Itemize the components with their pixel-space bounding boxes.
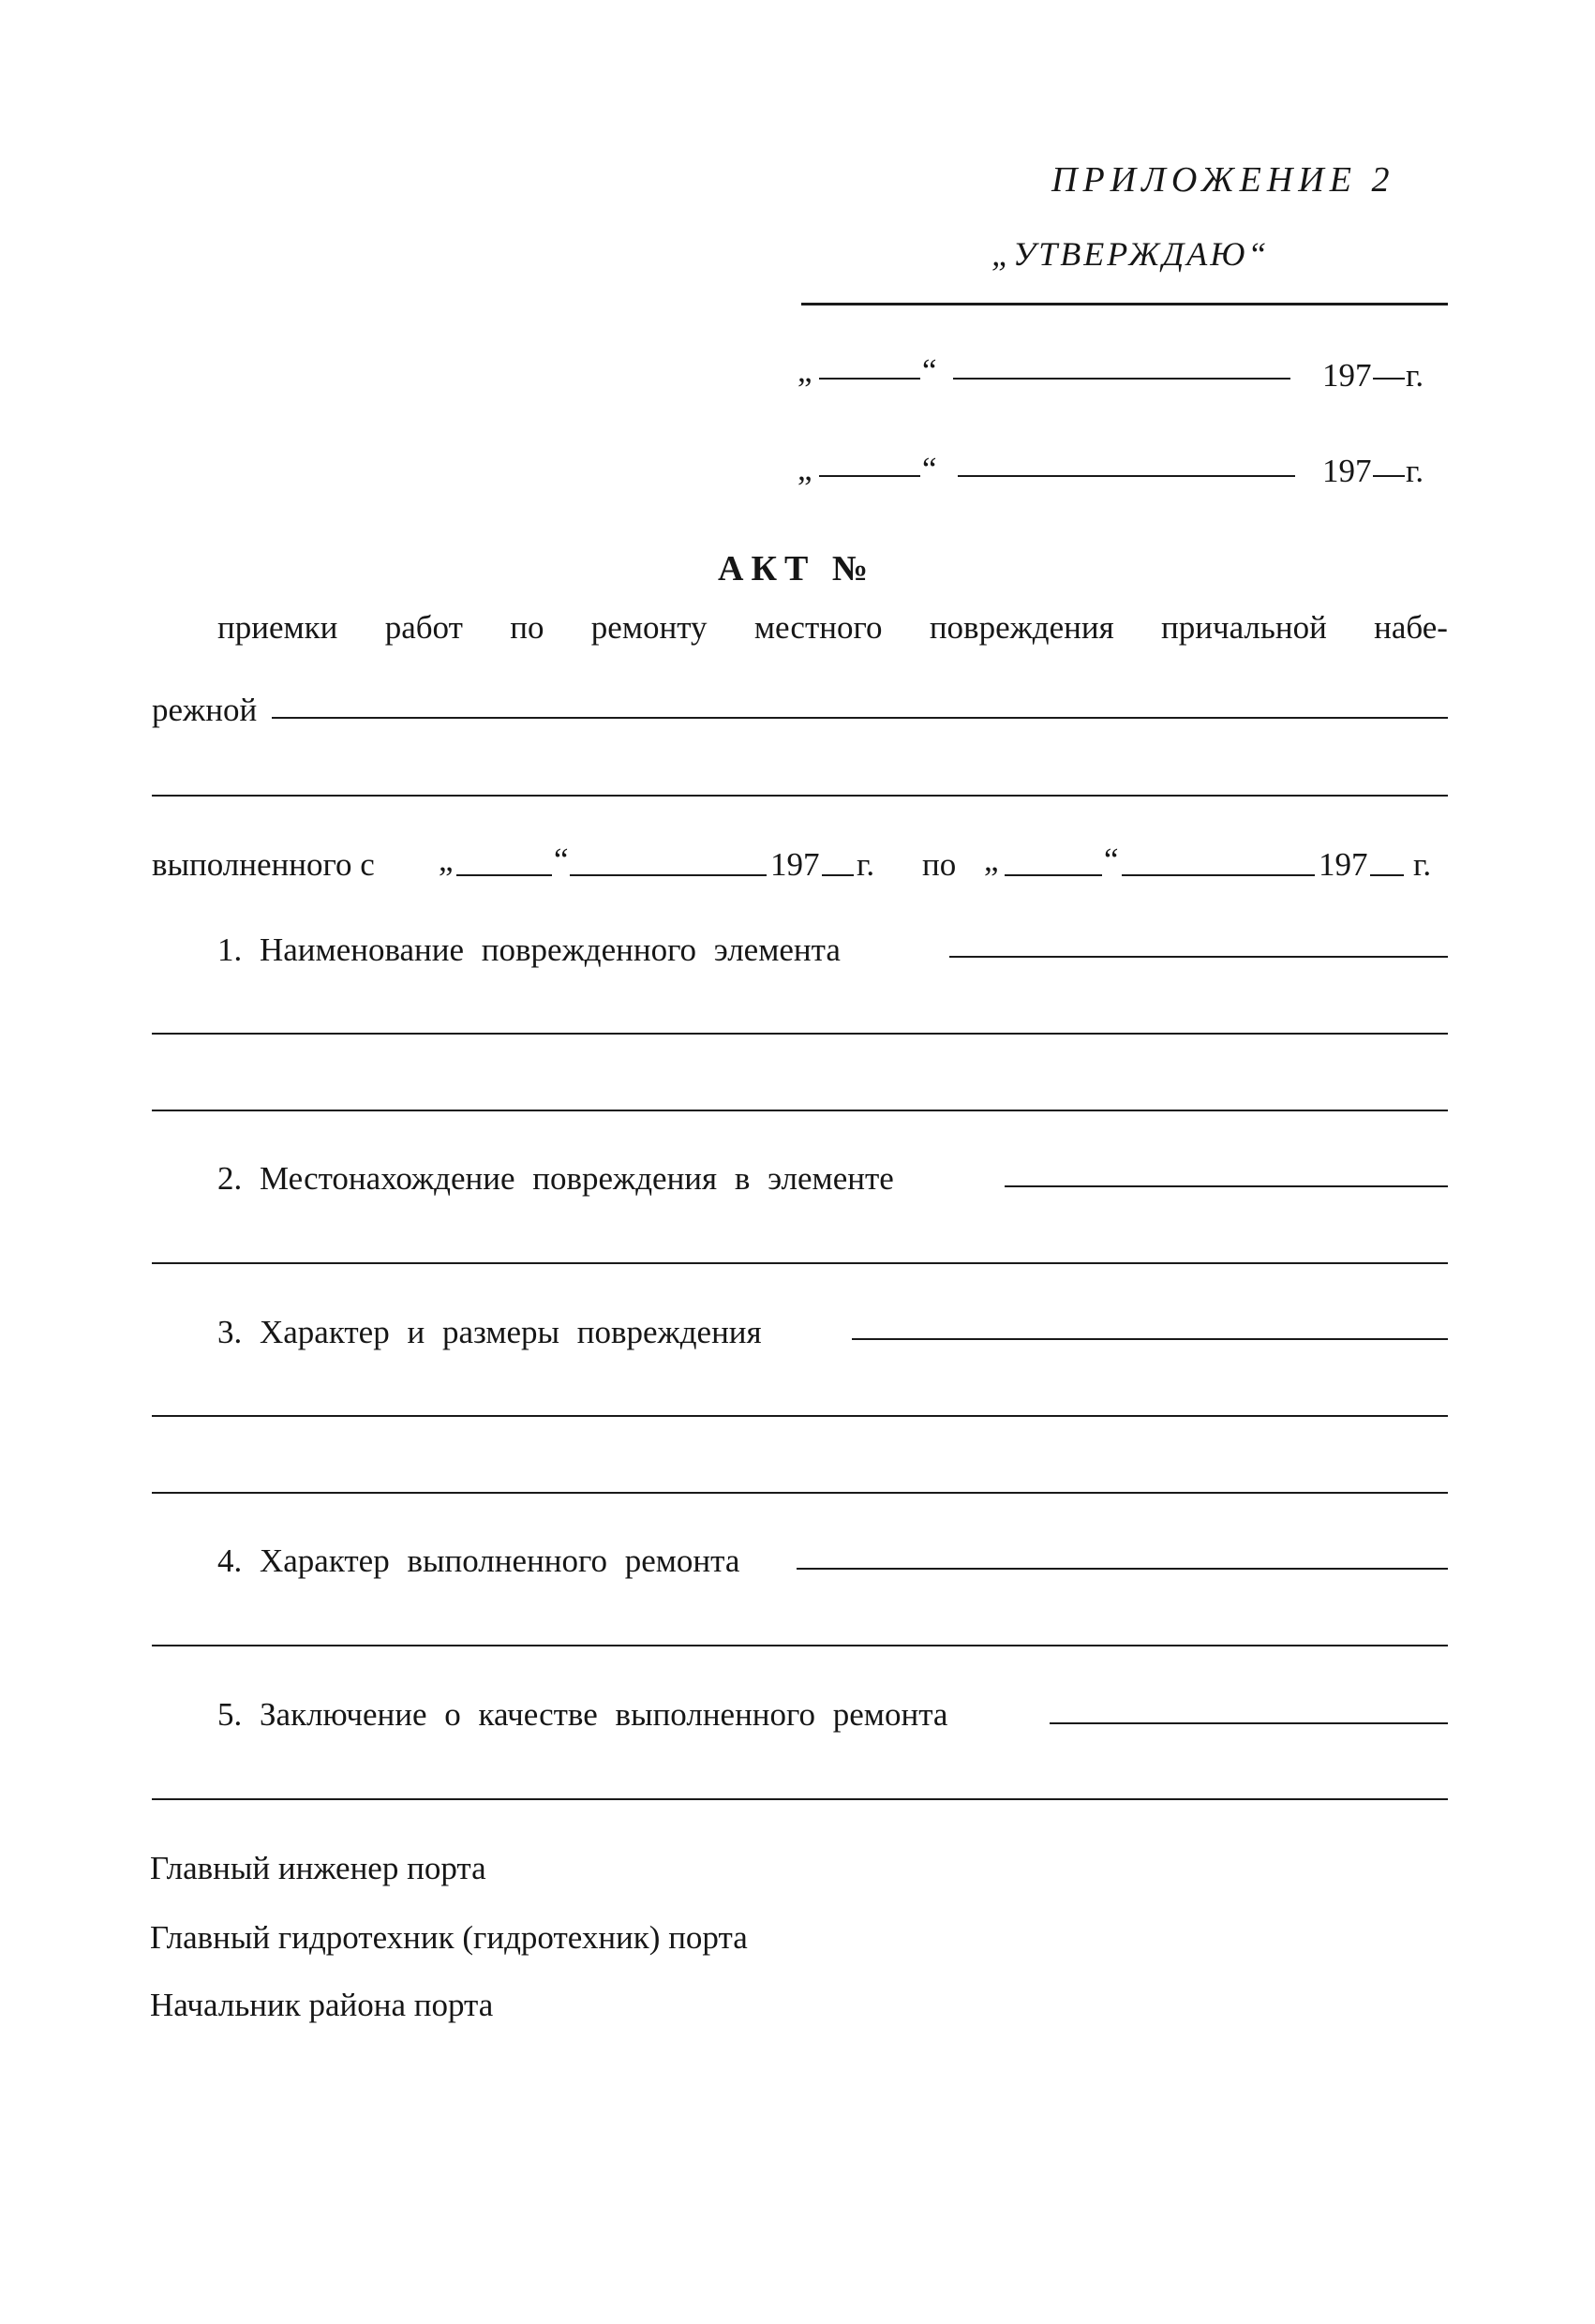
- approve-label: „УТВЕРЖДАЮ“: [991, 235, 1270, 273]
- item-4-field[interactable]: [797, 1568, 1448, 1570]
- item-1-label: 1. Наименование поврежденного элемента: [217, 931, 841, 968]
- period-from-open-quote: „: [439, 842, 454, 878]
- period-from-year: 197: [770, 846, 820, 883]
- date2-year-field[interactable]: [1373, 475, 1405, 477]
- period-prefix: выполненного с: [152, 846, 375, 883]
- item-1-field-2[interactable]: [152, 1033, 1448, 1035]
- intro-word: приемки: [217, 609, 338, 646]
- item-3-field[interactable]: [852, 1338, 1448, 1340]
- item-5-field[interactable]: [1050, 1722, 1448, 1724]
- date1-close-quote: “: [922, 352, 937, 389]
- item-2-field[interactable]: [1005, 1185, 1448, 1187]
- act-intro-line1: [217, 611, 1448, 644]
- item-2-label: 2. Местонахождение повреждения в элементе: [217, 1160, 894, 1197]
- date1-month-field[interactable]: [953, 378, 1290, 380]
- signature-chief-hydraulic-engineer: Главный гидротехник (гидротехник) порта: [150, 1919, 748, 1956]
- date2-close-quote: “: [922, 451, 937, 487]
- period-to-month-field[interactable]: [1122, 874, 1315, 876]
- date1-year: 197: [1322, 357, 1372, 394]
- item-3-label: 3. Характер и размеры повреждения: [217, 1314, 762, 1350]
- date2-month-field[interactable]: [958, 475, 1295, 477]
- appendix-label: ПРИЛОЖЕНИЕ 2: [1051, 160, 1395, 200]
- date2-year-suffix: г.: [1406, 453, 1424, 489]
- intro-word: набе-: [1374, 609, 1448, 646]
- signature-district-head: Начальник района порта: [150, 1987, 494, 2023]
- period-to-year: 197: [1319, 846, 1368, 883]
- item-1-field-3[interactable]: [152, 1110, 1448, 1111]
- period-from-close-quote: “: [554, 842, 569, 878]
- intro-word: ремонту: [590, 609, 708, 646]
- period-to-year-field[interactable]: [1370, 874, 1404, 876]
- period-from-year-field[interactable]: [822, 874, 854, 876]
- period-from-month-field[interactable]: [570, 874, 767, 876]
- date1-day-field[interactable]: [819, 378, 920, 380]
- period-middle: по: [922, 846, 957, 883]
- date1-open-quote: „: [798, 352, 812, 389]
- period-to-close-quote: “: [1104, 842, 1119, 878]
- item-4-field-2[interactable]: [152, 1645, 1448, 1646]
- date1-year-field[interactable]: [1373, 378, 1405, 380]
- item-5-label: 5. Заключение о качестве выполненного ремонта: [217, 1696, 948, 1733]
- item-2-field-2[interactable]: [152, 1262, 1448, 1264]
- period-to-year-suffix: г.: [1413, 846, 1432, 883]
- embankment-name-field-2[interactable]: [152, 795, 1448, 797]
- item-3-field-3[interactable]: [152, 1492, 1448, 1494]
- act-title: АКТ №: [718, 549, 876, 588]
- item-1-field[interactable]: [949, 956, 1448, 958]
- intro-word: повреждения: [929, 609, 1114, 646]
- intro-word: работ: [384, 609, 463, 646]
- item-4-label: 4. Характер выполненного ремонта: [217, 1542, 740, 1579]
- intro-word: по: [510, 609, 544, 646]
- approval-signature-line[interactable]: [801, 303, 1448, 305]
- period-to-open-quote: „: [984, 842, 999, 878]
- intro-word: причальной: [1161, 609, 1327, 646]
- embankment-name-field[interactable]: [272, 717, 1448, 719]
- period-from-day-field[interactable]: [456, 874, 552, 876]
- item-3-field-2[interactable]: [152, 1415, 1448, 1417]
- signature-chief-engineer: Главный инженер порта: [150, 1850, 486, 1886]
- period-from-year-suffix: г.: [857, 846, 875, 883]
- date1-year-suffix: г.: [1406, 357, 1424, 394]
- date2-year: 197: [1322, 453, 1372, 489]
- intro-word: местного: [753, 609, 883, 646]
- date2-day-field[interactable]: [819, 475, 920, 477]
- date2-open-quote: „: [798, 451, 812, 487]
- period-to-day-field[interactable]: [1005, 874, 1102, 876]
- act-intro-line2: режной: [152, 692, 258, 728]
- item-5-field-2[interactable]: [152, 1798, 1448, 1800]
